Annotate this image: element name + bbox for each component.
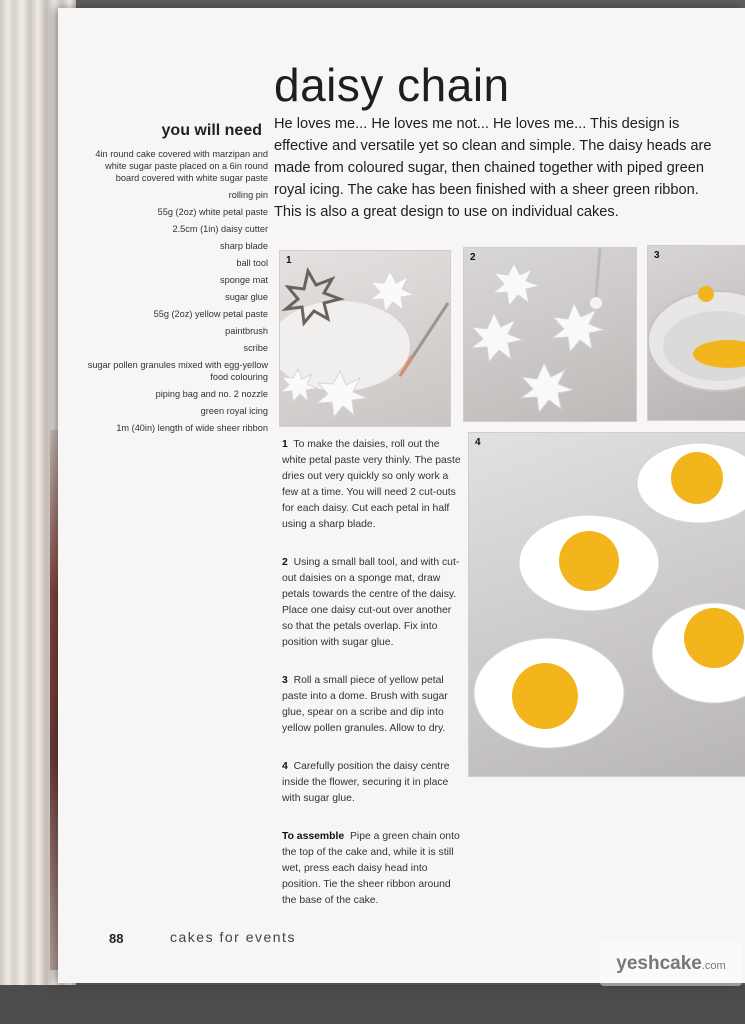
ingredient-item: 55g (2oz) yellow petal paste: [153, 309, 268, 319]
step-4-photo: [468, 432, 745, 777]
ingredient-item: 2.5cm (1in) daisy cutter: [172, 224, 268, 234]
ingredient-item: sugar glue: [225, 292, 268, 302]
instruction-steps: [282, 437, 462, 931]
ingredient-item: green royal icing: [200, 406, 268, 416]
step-text: Roll a small piece of yellow petal paste into a dome. Brush with sugar glue, spear on a scribe and dip into yellow pollen granules. Allow to dry.: [282, 675, 448, 734]
step-text: To make the daisies, roll out the white petal paste very thinly. The paste dries out very quickly so only work a few at a time. You will need 2 cut-outs for each daisy. Cut each petal in half using a sharp blade.: [282, 439, 461, 530]
watermark-prefix: yesh: [616, 953, 660, 974]
step-number: 1: [282, 439, 288, 450]
ingredient-item: sharp blade: [219, 241, 268, 251]
watermark-middle: cake: [659, 953, 702, 974]
recipe-title: daisy chain: [274, 59, 510, 111]
ingredient-item: scribe: [243, 343, 268, 353]
step-2: [282, 555, 462, 651]
finished-daisies-image: [469, 433, 745, 776]
ingredient-item: paintbrush: [225, 326, 268, 336]
ingredient-item: ball tool: [236, 258, 268, 268]
step-number: 4: [282, 761, 288, 772]
ingredient-item: 55g (2oz) white petal paste: [157, 207, 268, 217]
shaped-petals-image: [464, 248, 636, 421]
pollen-bowl-image: [648, 246, 745, 420]
step-3: [282, 673, 462, 737]
section-title: cakes for events: [170, 929, 296, 945]
step-2-photo: [463, 247, 637, 422]
step-1-photo: [279, 250, 451, 427]
ingredient-item: 4in round cake covered with marzipan and white sugar paste placed on a 6in round board covered with white sugar paste: [95, 149, 268, 183]
photo-number: 4: [475, 437, 481, 448]
step-text: Carefully position the daisy centre inside the flower, securing it in place with sugar glue.: [282, 761, 450, 804]
step-number: 2: [282, 557, 288, 568]
intro-paragraph: He loves me... He loves me not... He loves me... This design is effective and versatile yet so clean and simple. The daisy heads are made from coloured sugar, then chained together with piped green royal icing. The cake has been finished with a sheer green ribbon. This is also a great design to use on individual cakes.: [274, 116, 712, 220]
ingredient-item: piping bag and no. 2 nozzle: [155, 389, 268, 399]
step-number: 3: [282, 675, 288, 686]
watermark-suffix: .com: [701, 960, 726, 972]
step-4: [282, 759, 462, 807]
ingredient-item: sponge mat: [219, 275, 268, 285]
photo-number: 2: [470, 252, 476, 263]
photo-number: 1: [286, 255, 292, 266]
assemble-step: [282, 829, 462, 909]
ingredient-item: 1m (40in) length of wide sheer ribbon: [116, 423, 268, 433]
ingredient-item: rolling pin: [228, 190, 268, 200]
step-3-photo: [647, 245, 745, 421]
ingredient-item: sugar pollen granules mixed with egg-yellow food colouring: [87, 360, 268, 382]
assemble-label: To assemble: [282, 831, 345, 842]
site-watermark: [600, 942, 742, 986]
ingredient-list: [80, 148, 268, 439]
assemble-text: Pipe a green chain onto the top of the cake and, while it is still wet, press each daisy head into position. Tie the sheer ribbon around the base of the cake.: [282, 831, 460, 906]
scan-background: [0, 985, 745, 1024]
page-number: 88: [109, 931, 124, 946]
you-will-need-heading: you will need: [161, 122, 262, 139]
step-text: Using a small ball tool, and with cut-out daisies on a sponge mat, draw petals towards the centre of the daisy. Place one daisy cut-out over another so that the petals overlap. Fix into position with sugar glue.: [282, 557, 460, 648]
cutter-and-cutouts-image: [280, 251, 450, 426]
step-1: [282, 437, 462, 533]
photo-number: 3: [654, 250, 660, 261]
